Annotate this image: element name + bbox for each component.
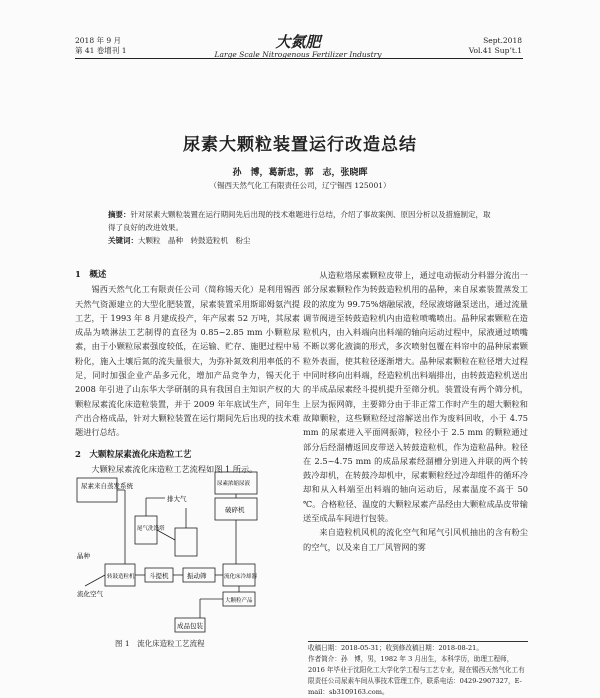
header-rule	[75, 58, 523, 59]
section-heading-1: 1 概述	[75, 270, 107, 280]
abstract-label: 摘要：	[108, 210, 131, 219]
paragraph-overview: 锡西天然气化工有限责任公司（简称锡天化）是利用锡西天然气资源建立的大型化肥装置，尿素装置采用斯耶姆氨汽提工艺，于 1993 年 8 月建成投产，年产尿素 52 万吨，其尿素成品为喷淋法工艺制得的直径为 0.85~2.85 mm 小颗粒尿素，由于小颗粒尿素强度较低，在运输、贮存、施肥过程中易粉化，施入土壤后氮的流失量很大，为弥补氮效利用率低的不足，同时加强企业产品多元化，增加产品竞争力，锡天化于 2008 年引进了山东华大学研制的具有我国自主知识产权的大颗粒尿素流化床造粒装置，并于 2009 年年底试生产，同年生产出合格成品，针对大颗粒装置在运行期间先后出现的技术难题进行总结。	[75, 284, 300, 438]
issue-date: 2018 年 9 月	[75, 36, 122, 45]
journal-logo: 大氮肥	[275, 33, 321, 51]
flow-label-air: 流化空气	[77, 590, 103, 598]
left-column	[75, 268, 300, 476]
issue-volume-en: Vol.41 Sup’t.1	[468, 46, 522, 55]
footnote-received: 收稿日期：2018-05-31；收到修改稿日期：2018-08-21。	[308, 644, 483, 652]
issue-date-en: Sept.2018	[483, 36, 522, 45]
flow-label-cooler: 流化床冷却器	[224, 574, 258, 580]
right-column	[303, 268, 528, 554]
issue-volume: 第 41 卷增刊 1	[75, 46, 127, 55]
journal-name-en: Large Scale Nitrogenous Fertilizer Industry	[214, 50, 382, 59]
paragraph-process-detail: 从造粒塔尿素颗粒皮带上，通过电动振动分料器分流出一部分尿素颗粒作为转鼓造粒机用的晶种，来自尿素装置蒸发工段的浓度为 99.75%熔融尿液，经尿液熔融泵送出，通过流量调节阀进至转鼓造粒机内由造粒喷嘴喷出。晶种尿素颗粒在造粒机内，由入料端向出料端的轴向运动过程中，尿液通过喷嘴不断以雾化液滴的形式，多次喷射包覆在料帘中的晶种尿素颗粒外表面，使其粒径逐渐增大。晶种尿素颗粒在粒径增大过程中同时移向出料端，经造粒机出料端排出，由转鼓造粒机送出的半成品尿素经斗提机提升至筛分机。装置设有两个筛分机，上层为振网筛，主要筛分由于非正常工作时产生的超大颗粒和故障颗粒，这些颗粒经过溶解送出作为废料回收，小于 4.75 mm 的尿素进入平面网振筛，粒径小于 2.5 mm 的颗粒通过部分后经溜槽返回皮带送入转鼓造粒机，作为造粒晶种。粒径在 2.5~4.75 mm 的成品尿素经溜槽分别进入并联的两个转鼓冷却机，在转鼓冷却机中，尿素颗粒经过冷却组件的循环冷却和从入料端至出料端的轴向运动后，尿素温度不高于 50 ℃。合格粒径、温度的大颗粒尿素产品经由大颗粒成品皮带输送至成品车间进行包装。	[303, 270, 528, 524]
author-affiliation: （锡西天然气化工有限责任公司，辽宁锡西 125001）	[209, 181, 391, 190]
journal-masthead	[208, 34, 388, 59]
flow-label-dust: 尿素浓缩尿液	[217, 481, 251, 487]
keywords-text: 大颗粒 晶种 转鼓造粒机 粉尘	[138, 236, 251, 245]
abstract-text: 针对尿素大颗粒装置在运行期间先后出现的技术难题进行总结，介绍了事故案例、原因分析以及措施制定，取得了良好的改进效果。	[108, 210, 491, 232]
section-heading-2: 2 大颗粒尿素流化床造粒工艺	[75, 449, 192, 460]
flow-label-coarse: 大颗粒产品	[225, 598, 253, 604]
article-authors: 孙 博，葛新忠，郭 志，张晓晖	[232, 168, 368, 178]
journal-issue-en	[469, 36, 522, 56]
process-flow-diagram	[75, 468, 295, 648]
article-title: 尿素大颗粒装置运行改造总结	[183, 135, 417, 155]
flow-label-seed: 晶种	[77, 552, 90, 560]
keywords-label: 关键词：	[108, 236, 138, 245]
flow-label-exhaust: 排大气	[167, 495, 187, 503]
flow-svg	[75, 468, 295, 638]
flow-label-screen: 振动筛	[187, 572, 207, 580]
flow-label-pack: 成品包装	[177, 622, 203, 630]
journal-issue-date	[75, 36, 126, 56]
flow-label-melt: 尿素来自蒸发系统	[81, 482, 133, 490]
footnote-author: 作者简介：孙 博，男，1982 年 3 月出生，本科学历，助理工程师，2016 年毕业于沈阳化工大学化学工程与工艺专业，现在锡西天然气化工有限责任公司尿素车间从事技术管理工作，联系电话：0429-2907327，E-mail：sb3109163.com。	[308, 655, 525, 696]
paragraph-process-intro: 大颗粒尿素流化床造粒工艺流程如图 1 所示。	[91, 463, 258, 474]
footnote	[308, 643, 530, 698]
keywords	[108, 235, 496, 246]
abstract	[108, 208, 496, 234]
flow-label-sieve: 斗提机	[149, 572, 169, 580]
flow-label-crusher: 破碎机	[225, 506, 245, 514]
footnote-rule	[308, 641, 528, 642]
figure-caption: 图 1 流化床造粒工艺流程	[115, 639, 205, 648]
flow-label-drum: 转鼓造粒机	[107, 574, 135, 580]
flow-label-tail: 尾气洗涤塔	[137, 526, 165, 532]
box-tail2	[175, 528, 197, 556]
paragraph-dust: 来自造粒机风机的流化空气和尾气引风机抽出的含有粉尘的空气，以及来自工厂风管网的雾	[303, 527, 528, 552]
